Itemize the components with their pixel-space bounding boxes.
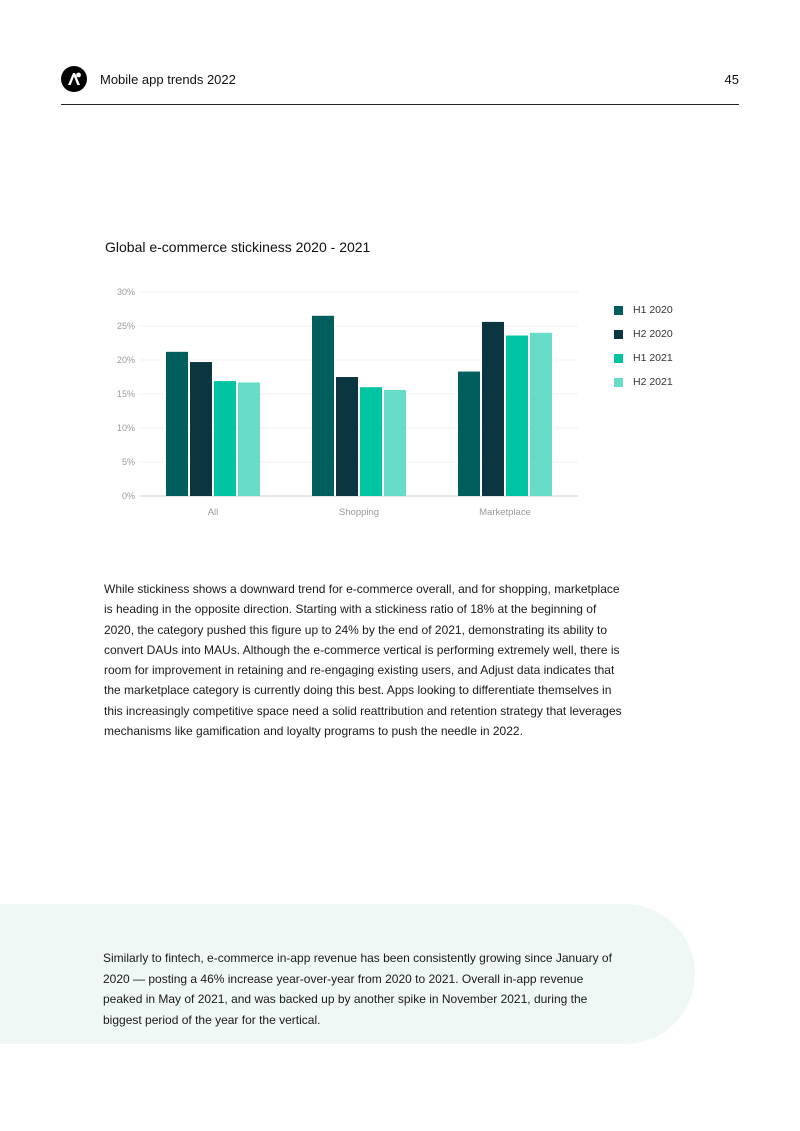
y-tick-label: 10%: [116, 423, 135, 433]
highlight-paragraph: Similarly to fintech, e-commerce in-app revenue has been consistently growing since January of 2020 — posting a 46% increase year-over-year from 2020 to 2021. Overall in-app revenue peaked in May of 2021, and was backed up by another spike in November 2021, during the biggest period of the year for the vertical.: [103, 951, 612, 1027]
bar: [214, 381, 236, 496]
header-title: Mobile app trends 2022: [100, 72, 236, 87]
legend-item-h2-2021: [614, 370, 673, 394]
y-tick-label: 0%: [121, 491, 135, 501]
bar: [506, 336, 528, 496]
y-tick-label: 25%: [116, 321, 135, 331]
x-category-label: Marketplace: [479, 507, 531, 518]
legend-swatch: [614, 354, 623, 363]
legend-item-h1-2020: [614, 298, 673, 322]
y-tick-label: 5%: [121, 457, 135, 467]
chart-legend: [614, 298, 673, 394]
adjust-logo-icon: [61, 66, 87, 92]
y-tick-label: 20%: [116, 355, 135, 365]
legend-label: H1 2021: [633, 352, 673, 364]
y-tick-label: 15%: [116, 389, 135, 399]
legend-swatch: [614, 306, 623, 315]
bar: [530, 333, 552, 496]
bar: [238, 382, 260, 496]
page-number: 45: [724, 72, 739, 87]
legend-swatch: [614, 330, 623, 339]
bar: [360, 387, 382, 496]
legend-swatch: [614, 378, 623, 387]
legend-label: H1 2020: [633, 304, 673, 316]
body-paragraph: While stickiness shows a downward trend for e-commerce overall, and for shopping, marketplace is heading in the opposite direction. Starting with a stickiness ratio of 18% at the beginning of 2020, the category pushed this figure up to 24% by the end of 2021, demonstrating its ability to convert DAUs into MAUs. Although the e-commerce vertical is performing extremely well, there is room for improvement in retaining and re-engaging existing users, and Adjust data indicates that the marketplace category is currently doing this best. Apps looking to differentiate themselves in this increasingly competitive space need a solid reattribution and retention strategy that leverages mechanisms like gamification and loyalty programs to push the needle in 2022.: [104, 582, 622, 739]
bar: [384, 390, 406, 496]
page-header: [61, 64, 739, 94]
bar: [336, 377, 358, 496]
header-divider: [61, 104, 739, 105]
y-tick-label: 30%: [116, 287, 135, 297]
bar: [190, 362, 212, 496]
x-category-label: Shopping: [338, 507, 380, 518]
x-category-label: All: [207, 507, 219, 518]
legend-item-h2-2020: [614, 322, 673, 346]
legend-label: H2 2021: [633, 376, 673, 388]
chart-title: Global e-commerce stickiness 2020 - 2021: [105, 239, 371, 255]
bar: [458, 372, 480, 496]
legend-label: H2 2020: [633, 328, 673, 340]
bar: [482, 322, 504, 496]
bar: [166, 352, 188, 496]
legend-item-h1-2021: [614, 346, 673, 370]
bar: [312, 316, 334, 496]
bar-chart: [100, 280, 590, 525]
